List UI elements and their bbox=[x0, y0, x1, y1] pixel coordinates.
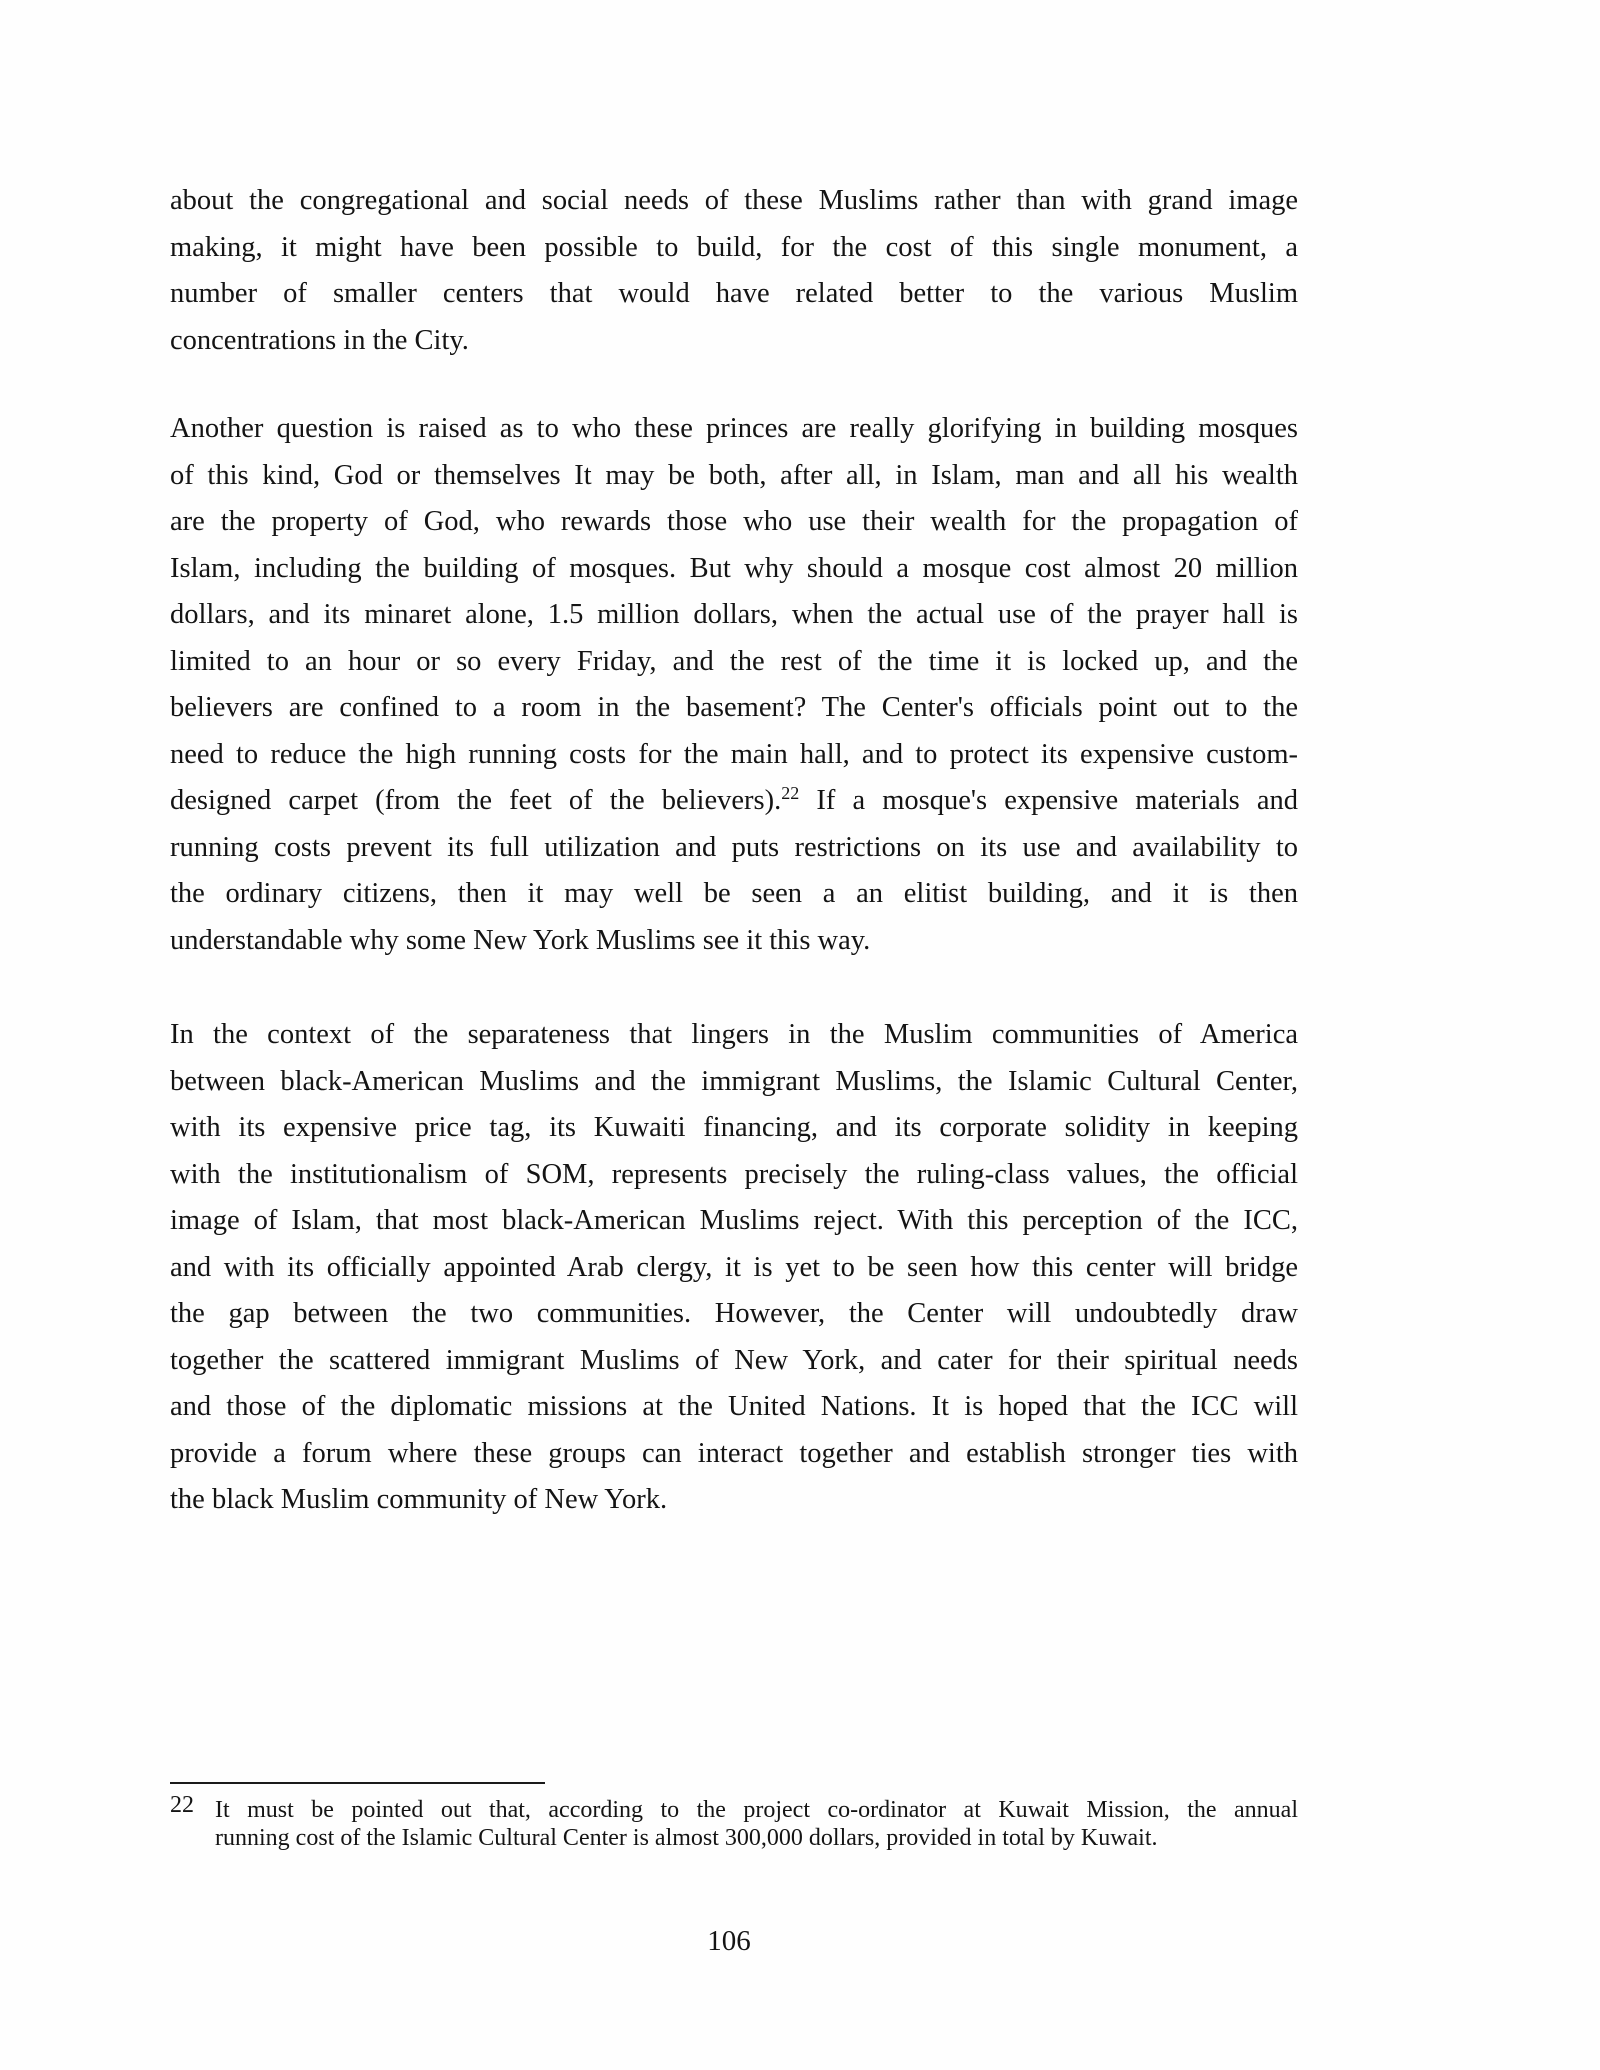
text-line: and with its officially appointed Arab clergy, it is yet to be seen how this center will bridge bbox=[170, 1251, 1298, 1283]
text-line: In the context of the separateness that lingers in the Muslim communities of America bbox=[170, 1019, 1298, 1050]
text-line: are the property of God, who rewards those who use their wealth for the propagation of bbox=[170, 506, 1298, 537]
text-line: the black Muslim community of New York. bbox=[170, 1484, 668, 1515]
text-line: together the scattered immigrant Muslims of New York, and cater for their spiritual needs bbox=[170, 1344, 1298, 1376]
footnote-number: 22 bbox=[170, 1792, 194, 1818]
text-line: with the institutionalism of SOM, represents precisely the ruling-class values, the official bbox=[170, 1158, 1298, 1190]
text-line: concentrations in the City. bbox=[170, 324, 469, 356]
footnote-text bbox=[215, 1796, 1298, 1852]
text-line: and those of the diplomatic missions at the United Nations. It is hoped that the ICC will bbox=[170, 1391, 1298, 1422]
paragraph-2 bbox=[170, 406, 1298, 964]
footnote-line: running cost of the Islamic Cultural Center is almost 300,000 dollars, provided in total by Kuwait. bbox=[215, 1825, 1158, 1851]
paragraph-3 bbox=[170, 1012, 1298, 1524]
text-line: between black-American Muslims and the immigrant Muslims, the Islamic Cultural Center, bbox=[170, 1065, 1298, 1097]
text-line: believers are confined to a room in the basement? The Center's officials point out to the bbox=[170, 692, 1298, 723]
line-text: If a mosque's expensive materials and bbox=[799, 785, 1299, 816]
text-line: the ordinary citizens, then it may well be seen a an elitist building, and it is then bbox=[170, 878, 1298, 909]
text-line: understandable why some New York Muslims see it this way. bbox=[170, 924, 871, 956]
text-line: limited to an hour or so every Friday, and the rest of the time it is locked up, and the bbox=[170, 645, 1298, 677]
footnote-line: It must be pointed out that, according to the project co-ordinator at Kuwait Mission, the annual bbox=[215, 1797, 1298, 1823]
page-number-text: 106 bbox=[707, 1925, 751, 1957]
paragraph-1 bbox=[170, 178, 1298, 364]
footnote-divider bbox=[170, 1782, 545, 1784]
text-line: with its expensive price tag, its Kuwaiti financing, and its corporate solidity in keeping bbox=[170, 1112, 1298, 1143]
text-line: image of Islam, that most black-American Muslims reject. With this perception of the ICC, bbox=[170, 1205, 1298, 1236]
text-line-with-footnote bbox=[170, 778, 1298, 825]
text-line: making, it might have been possible to build, for the cost of this single monument, a bbox=[170, 231, 1298, 263]
line-text: designed carpet (from the feet of the believers). bbox=[170, 785, 782, 816]
text-line: running costs prevent its full utilization and puts restrictions on its use and availability to bbox=[170, 831, 1298, 863]
text-line: the gap between the two communities. However, the Center will undoubtedly draw bbox=[170, 1298, 1298, 1329]
text-line: about the congregational and social needs of these Muslims rather than with grand image bbox=[170, 185, 1298, 216]
page-number bbox=[0, 1925, 1600, 1958]
text-line: dollars, and its minaret alone, 1.5 million dollars, when the actual use of the prayer hall is bbox=[170, 599, 1298, 630]
text-line: provide a forum where these groups can interact together and establish stronger ties with bbox=[170, 1437, 1298, 1469]
text-line: Another question is raised as to who these princes are really glorifying in building mosques bbox=[170, 413, 1298, 444]
text-line: of this kind, God or themselves It may be both, after all, in Islam, man and all his wealth bbox=[170, 459, 1298, 491]
footnote-reference[interactable]: 22 bbox=[781, 783, 800, 803]
text-line: need to reduce the high running costs for the main hall, and to protect its expensive custom- bbox=[170, 738, 1298, 770]
text-line: number of smaller centers that would have related better to the various Muslim bbox=[170, 278, 1298, 309]
text-line: Islam, including the building of mosques. But why should a mosque cost almost 20 million bbox=[170, 552, 1298, 584]
